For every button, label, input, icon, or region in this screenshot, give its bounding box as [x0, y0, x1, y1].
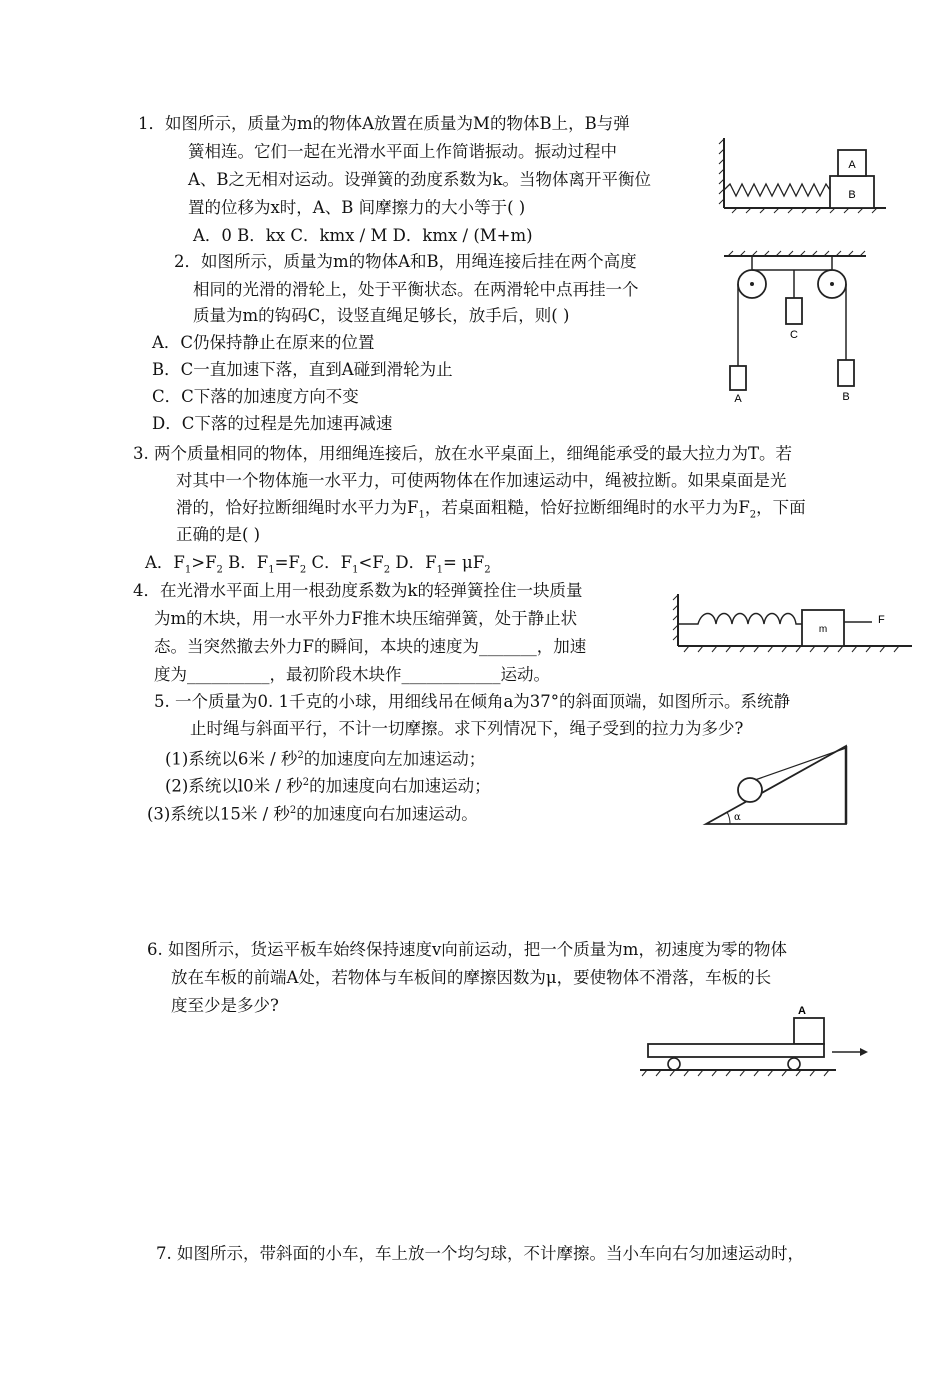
q7-line-1: 7. 如图所示，带斜面的小车，车上放一个均匀球，不计摩擦。当小车向右匀加速运动时，: [156, 1244, 804, 1263]
q6-line-3: 度至少是多少?: [171, 996, 279, 1015]
q2-pulley-figure: [720, 248, 870, 406]
q5-fig-label-alpha: α: [734, 812, 741, 823]
q1-line-3: A、B之无相对运动。设弹簧的劲度系数为k。当物体离开平衡位: [188, 170, 652, 189]
q5-line-2: 止时绳与斜面平行，不计一切摩擦。求下列情况下，绳子受到的拉力为多少?: [190, 719, 744, 738]
q2-line-1: 2．如图所示，质量为m的物体A和B，用绳连接后挂在两个高度: [174, 252, 637, 271]
q1-options: A．0 B．kx C．kmx / M D．kmx / (M+m): [193, 226, 533, 245]
q4-line-2: 为m的木块，用一水平外力F推木块压缩弹簧，处于静止状: [154, 609, 578, 628]
q4-fig-label-m: m: [818, 624, 828, 635]
q6-line-1: 6. 如图所示，货运平板车始终保持速度v向前运动，把一个质量为m，初速度为零的物体: [147, 940, 787, 959]
q5-item-1: (1)系统以6米 / 秒$^2$的加速度向左加速运动；: [165, 749, 486, 769]
q3-line-3: 滑的，恰好拉断细绳时水平力为$F_1$，若桌面粗糙，恰好拉断细绳时的水平力为$F_2$，下面: [176, 498, 806, 521]
q5-item-2: (2)系统以l0米 / 秒$^2$的加速度向右加速运动；: [165, 776, 491, 796]
q1-line-2: 簧相连。它们一起在光滑水平面上作简谐振动。振动过程中: [188, 142, 617, 161]
q3-line-2: 对其中一个物体施一水平力，可使两物体在作加速运动中，绳被拉断。如果桌面是光: [176, 471, 787, 490]
q1-spring-block-figure: [718, 132, 890, 214]
q2-option-b: B．C一直加速下落，直到A碰到滑轮为止: [152, 360, 453, 379]
q3-line-1: 3. 两个质量相同的物体，用细绳连接后，放在水平桌面上，细绳能承受的最大拉力为T。若: [133, 444, 792, 463]
q2-fig-label-c: C: [790, 329, 798, 341]
q2-fig-label-a: A: [734, 393, 742, 405]
q4-line-4: 度为__________，最初阶段木块作____________运动。: [154, 665, 550, 684]
q1-line-4: 置的位移为x时，A、B 间摩擦力的大小等于( ): [188, 198, 526, 217]
q2-option-c: C．C下落的加速度方向不变: [152, 387, 359, 406]
q1-fig-label-b: B: [848, 189, 856, 201]
q1-fig-label-a: A: [848, 159, 856, 171]
q3-line-4: 正确的是( ): [176, 525, 261, 544]
q2-option-a: A．C仍保持静止在原来的位置: [152, 333, 375, 352]
q5-item-3: (3)系统以15米 / 秒$^2$的加速度向右加速运动。: [147, 804, 478, 824]
q2-option-d: D．C下落的过程是先加速再减速: [152, 414, 393, 433]
q4-line-1: 4．在光滑水平面上用一根劲度系数为k的轻弹簧拴住一块质量: [133, 581, 583, 600]
q4-fig-label-f: F: [878, 614, 885, 626]
q1-line-1: 1．如图所示，质量为m的物体A放置在质量为M的物体B上，B与弹: [138, 114, 630, 133]
q4-line-3: 态。当突然撤去外力F的瞬间，本块的速度为_______，加速: [154, 637, 587, 656]
q3-options: A．$F_1>F_2$ B．$F_1=F_2$ C．$F_1<F_2$ D．$F_1= \mu F_2$: [145, 553, 491, 576]
q6-fig-label-a: A: [798, 1005, 806, 1017]
q5-incline-figure: [700, 740, 852, 830]
q5-line-1: 5. 一个质量为0. 1千克的小球，用细线吊在倾角a为37°的斜面顶端，如图所示。系统静: [154, 692, 791, 711]
q6-flatbed-truck-figure: [636, 1000, 868, 1084]
q6-line-2: 放在车板的前端A处，若物体与车板间的摩擦因数为μ，要使物体不滑落，车板的长: [171, 968, 772, 987]
q2-line-3: 质量为m的钩码C，设竖直绳足够长，放手后，则( ): [193, 306, 570, 325]
q2-line-2: 相同的光滑的滑轮上，处于平衡状态。在两滑轮中点再挂一个: [193, 280, 639, 299]
q4-spring-block-figure: [672, 590, 917, 656]
q2-fig-label-b: B: [842, 391, 850, 403]
